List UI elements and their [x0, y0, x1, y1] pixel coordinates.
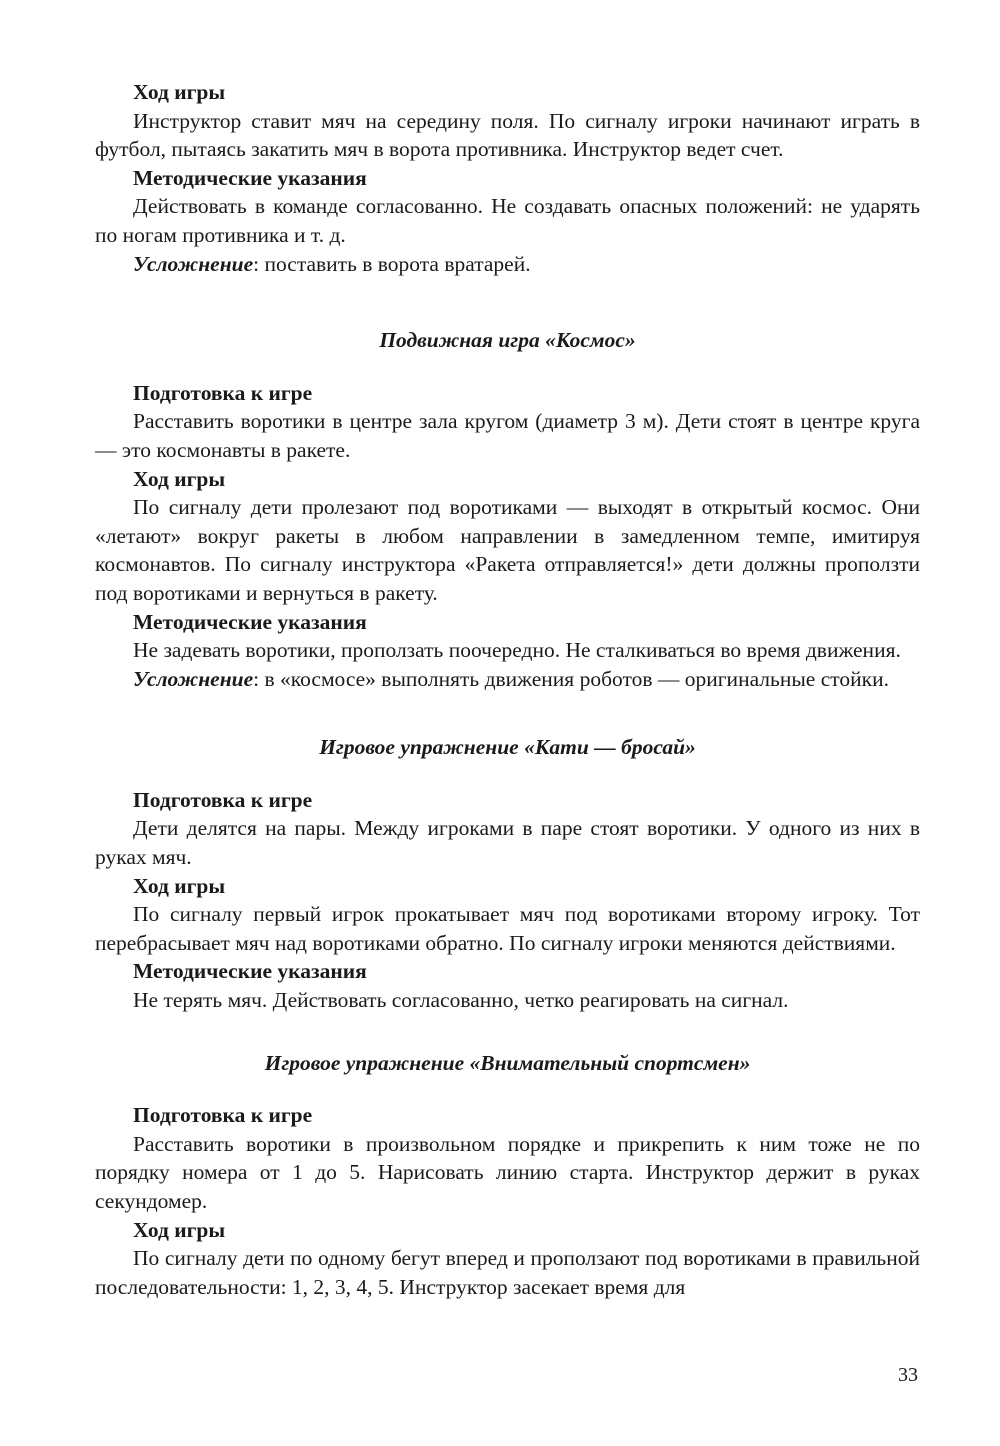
game-progress-text: По сигналу первый игрок прокатывает мяч под воротиками второму игроку. Тот перебрасывает мяч над воротиками обратно. По сигналу игроки меняются действиями.	[95, 902, 920, 955]
game-progress-heading: Ход игры	[133, 80, 226, 104]
game-progress-text: Инструктор ставит мяч на середину поля. По сигналу игроки начинают играть в футбол, пытаясь закатить мяч в ворота противника. Инструктор ведет счет.	[95, 108, 920, 162]
complication-text: : в «космосе» выполнять движения роботов — оригинальные стойки.	[253, 666, 889, 691]
method-notes-text: Не терять мяч. Действовать согласованно, четко реагировать на сигнал.	[133, 988, 789, 1013]
method-notes-heading: Методические указания	[133, 959, 367, 984]
preparation-heading: Подготовка к игре	[133, 1103, 313, 1128]
preparation-text: Расставить воротики в центре зала кругом (диаметр 3 м). Дети стоят в центре круга — это космонавты в ракете.	[95, 409, 920, 462]
game-progress-heading: Ход игры	[133, 466, 226, 491]
game-progress-heading: Ход игры	[133, 1217, 226, 1242]
page-content	[95, 78, 920, 1301]
complication-label: Усложнение	[133, 666, 254, 691]
method-notes-text: Действовать в команде согласованно. Не создавать опасных положений: не ударять по ногам противника и т. д.	[95, 194, 920, 247]
preparation-text: Расставить воротики в произвольном порядке и прикрепить к ним тоже не по порядку номера от 1 до 5. Нарисовать линию старта. Инструктор держит в руках секундомер.	[95, 1131, 920, 1213]
game-progress-heading: Ход игры	[133, 873, 226, 898]
preparation-text: Дети делятся на пары. Между игроками в паре стоят воротики. У одного из них в руках мяч.	[95, 816, 920, 870]
method-notes-text: Не задевать воротики, проползать поочередно. Не сталкиваться во время движения.	[133, 638, 901, 663]
game-progress-text: По сигналу дети пролезают под воротиками — выходят в открытый космос. Они «летают» вокруг ракеты в любом направлении в замедленном темпе, имитируя космонавтов. По сигналу инструктора «Ракета отправляется!» дети должны проползти под воротиками и вернуться в ракету.	[95, 495, 920, 605]
preparation-heading: Подготовка к игре	[133, 787, 313, 812]
complication-label: Усложнение	[133, 251, 254, 276]
method-notes-heading: Методические указания	[133, 165, 367, 190]
complication-paragraph	[95, 665, 920, 694]
section-title-kosmos: Подвижная игра «Космос»	[379, 328, 636, 353]
section-title-vnimatelny-sportsmen: Игровое упражнение «Внимательный спортсмен»	[264, 1050, 751, 1075]
method-notes-heading: Методические указания	[133, 609, 367, 634]
game-progress-text: По сигналу дети по одному бегут вперед и проползают под воротиками в правильной последовательности: 1, 2, 3, 4, 5. Инструктор засекает время для	[95, 1246, 920, 1299]
complication-paragraph	[95, 250, 920, 279]
complication-text: : поставить в ворота вратарей.	[253, 251, 531, 276]
page-number: 33	[898, 1364, 918, 1386]
preparation-heading: Подготовка к игре	[133, 380, 313, 405]
section-title-kati-brosai: Игровое упражнение «Кати — бросай»	[319, 735, 696, 760]
